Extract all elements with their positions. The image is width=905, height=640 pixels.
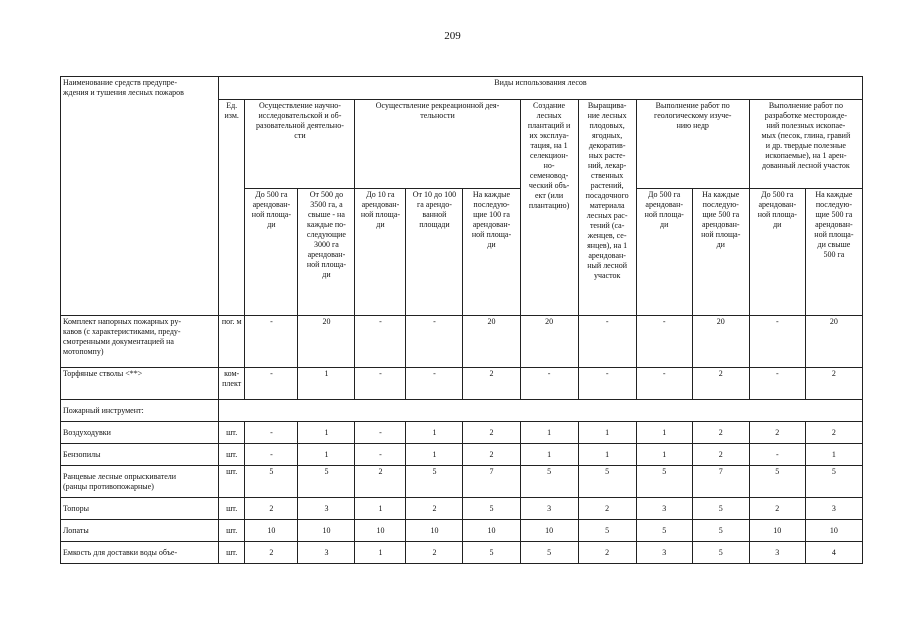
cell-value: - [749, 368, 805, 400]
row-name: Ранцевые лесные опрыскиватели (ранцы противопожарные) [61, 466, 219, 498]
subheader-geology-each-500: На каждые последую- щие 500 га арендован- ной площа- ди [692, 189, 749, 316]
row-unit: пог. м [218, 316, 244, 368]
cell-value: 2 [245, 498, 298, 520]
table-row [61, 520, 863, 542]
cell-value: 2 [692, 444, 749, 466]
cell-value: 2 [578, 498, 636, 520]
cell-value: 5 [578, 520, 636, 542]
cell-value: 5 [520, 466, 578, 498]
cell-value: 1 [578, 422, 636, 444]
cell-value: - [245, 444, 298, 466]
cell-value: 3 [520, 498, 578, 520]
subheader-recreation-10-100: От 10 до 100 га арендо- ванной площади [406, 189, 463, 316]
cell-value: 1 [520, 422, 578, 444]
header-group-geology: Выполнение работ по геологическому изуче- нию недр [636, 100, 749, 189]
cell-value: - [355, 422, 406, 444]
category-label: Пожарный инструмент: [61, 400, 219, 422]
cell-value: - [636, 316, 692, 368]
cell-value: 10 [805, 520, 862, 542]
cell-value: 2 [692, 368, 749, 400]
table-row [61, 498, 863, 520]
header-group-plantations: Создание лесных плантаций и их эксплуа- тация, на 1 селекцион- но- семеновод- ческий объ- ект (или плантацию) [520, 100, 578, 316]
cell-value: - [355, 444, 406, 466]
header-types-of-forest-use: Виды использования лесов [218, 77, 862, 100]
cell-value: 3 [298, 542, 355, 564]
cell-value: 10 [355, 520, 406, 542]
row-unit: шт. [218, 542, 244, 564]
row-name: Емкость для доставки воды объе- [61, 542, 219, 564]
cell-value: 1 [636, 422, 692, 444]
cell-value: 2 [406, 498, 463, 520]
cell-value: 1 [805, 444, 862, 466]
cell-value: 5 [463, 542, 520, 564]
row-unit: шт. [218, 498, 244, 520]
cell-value: 5 [298, 466, 355, 498]
table-row [61, 444, 863, 466]
cell-value: - [355, 368, 406, 400]
row-unit: шт. [218, 466, 244, 498]
cell-value: 1 [406, 422, 463, 444]
subheader-research-up-to-500: До 500 га арендован- ной площа- ди [245, 189, 298, 316]
cell-value: 5 [406, 466, 463, 498]
row-unit: шт. [218, 422, 244, 444]
row-name: Лопаты [61, 520, 219, 542]
cell-value: - [245, 316, 298, 368]
cell-value: 2 [463, 444, 520, 466]
fire-equipment-table [60, 76, 863, 564]
cell-value: - [245, 368, 298, 400]
cell-value: 2 [805, 368, 862, 400]
cell-value: 20 [520, 316, 578, 368]
cell-value: 3 [636, 542, 692, 564]
cell-value: 10 [406, 520, 463, 542]
table-row [61, 422, 863, 444]
cell-value: 1 [520, 444, 578, 466]
header-group-mining: Выполнение работ по разработке месторожде- ний полезных ископае- мых (песок, глина, гравий и др. твердые полезные ископаемые), на 1 арен- дованный лесной участок [749, 100, 862, 189]
cell-value: 5 [692, 520, 749, 542]
subheader-recreation-each-100: На каждые последую- щие 100 га арендован- ной площа- ди [463, 189, 520, 316]
subheader-recreation-up-to-10: До 10 га арендован- ной площа- ди [355, 189, 406, 316]
row-name: Топоры [61, 498, 219, 520]
row-name: Комплект напорных пожарных ру- кавов (с характеристиками, преду- смотренными документацией на мотопомпу) [61, 316, 219, 368]
row-unit: шт. [218, 444, 244, 466]
cell-value: 1 [298, 368, 355, 400]
cell-value: 5 [749, 466, 805, 498]
cell-value: 20 [692, 316, 749, 368]
header-group-recreation: Осуществление рекреационной дея- тельности [355, 100, 520, 189]
header-item-name: Наименование средств предупре- ждения и тушения лесных пожаров [61, 77, 219, 316]
cell-value: 2 [463, 422, 520, 444]
cell-value: 2 [245, 542, 298, 564]
cell-value: 5 [245, 466, 298, 498]
subheader-mining-each-500: На каждые последую- щие 500 га арендован- ной площа- ди свыше 500 га [805, 189, 862, 316]
cell-value: 3 [749, 542, 805, 564]
cell-value: 20 [298, 316, 355, 368]
cell-value: 1 [298, 444, 355, 466]
cell-value: 3 [298, 498, 355, 520]
cell-value: - [245, 422, 298, 444]
table-row [61, 316, 863, 368]
cell-value: 5 [692, 542, 749, 564]
cell-value: 1 [355, 542, 406, 564]
subheader-geology-up-to-500: До 500 га арендован- ной площа- ди [636, 189, 692, 316]
cell-value: 4 [805, 542, 862, 564]
cell-value: - [520, 368, 578, 400]
cell-value: 5 [463, 498, 520, 520]
header-group-growing: Выращива- ние лесных плодовых, ягодных, декоратив- ных расте- ний, лекар- ственных растений, посадочного материала лесных рас- тений (са- женцев, се- янцев), на 1 арендован- ный лесной участок [578, 100, 636, 316]
cell-value: 20 [463, 316, 520, 368]
cell-value: - [355, 316, 406, 368]
cell-value: 1 [406, 444, 463, 466]
cell-value: 2 [406, 542, 463, 564]
header-group-research: Осуществление научно- исследовательской и об- разовательной деятельно- сти [245, 100, 355, 189]
cell-value: 2 [355, 466, 406, 498]
table-row [61, 542, 863, 564]
cell-value: 10 [463, 520, 520, 542]
category-row-filler [218, 400, 862, 422]
cell-value: - [578, 316, 636, 368]
cell-value: 1 [578, 444, 636, 466]
cell-value: 10 [245, 520, 298, 542]
cell-value: 3 [636, 498, 692, 520]
cell-value: 2 [692, 422, 749, 444]
cell-value: - [406, 368, 463, 400]
cell-value: 2 [578, 542, 636, 564]
cell-value: 10 [298, 520, 355, 542]
cell-value: 2 [463, 368, 520, 400]
cell-value: 3 [805, 498, 862, 520]
row-name: Воздуходувки [61, 422, 219, 444]
table-row [61, 368, 863, 400]
category-row [61, 400, 863, 422]
cell-value: 2 [749, 498, 805, 520]
cell-value: - [636, 368, 692, 400]
table-row [61, 466, 863, 498]
row-name: Бензопилы [61, 444, 219, 466]
cell-value: 5 [692, 498, 749, 520]
cell-value: 5 [636, 466, 692, 498]
cell-value: 2 [805, 422, 862, 444]
cell-value: - [749, 316, 805, 368]
row-unit: шт. [218, 520, 244, 542]
cell-value: 20 [805, 316, 862, 368]
cell-value: 5 [636, 520, 692, 542]
cell-value: - [578, 368, 636, 400]
cell-value: 1 [298, 422, 355, 444]
subheader-research-500-3500: От 500 до 3500 га, а свыше - на каждые по- следующие 3000 га арендован- ной площа- ди [298, 189, 355, 316]
page-number: 209 [444, 30, 461, 42]
header-unit: Ед. изм. [218, 100, 244, 316]
cell-value: 10 [520, 520, 578, 542]
row-unit: ком- плект [218, 368, 244, 400]
cell-value: 5 [578, 466, 636, 498]
subheader-mining-up-to-500: До 500 га арендован- ной площа- ди [749, 189, 805, 316]
cell-value: - [406, 316, 463, 368]
cell-value: 2 [749, 422, 805, 444]
cell-value: 1 [355, 498, 406, 520]
cell-value: 1 [636, 444, 692, 466]
cell-value: 5 [520, 542, 578, 564]
cell-value: - [749, 444, 805, 466]
row-name: Торфяные стволы <**> [61, 368, 219, 400]
cell-value: 7 [692, 466, 749, 498]
cell-value: 10 [749, 520, 805, 542]
cell-value: 5 [805, 466, 862, 498]
cell-value: 7 [463, 466, 520, 498]
